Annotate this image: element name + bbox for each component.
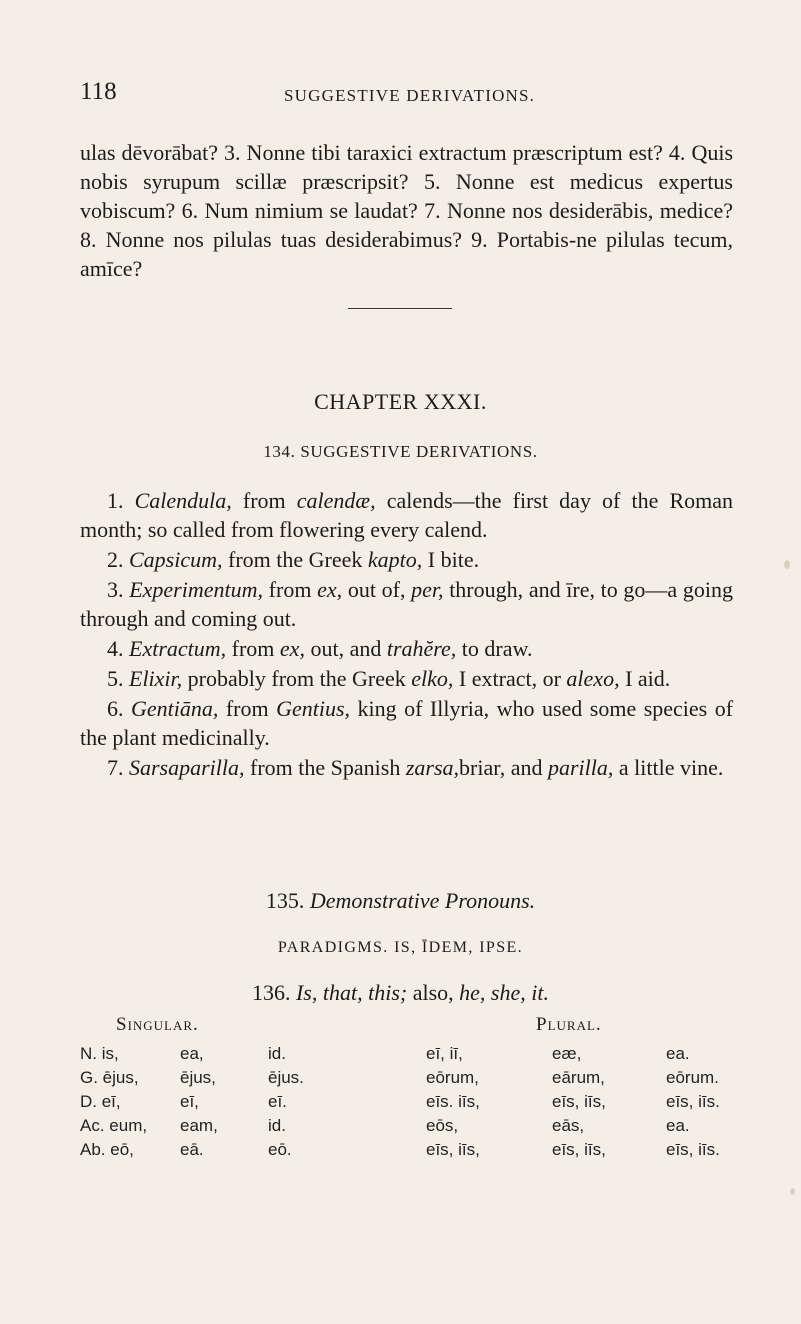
table-row: Ab. eō, eā. eō. eīs, iīs, eīs, iīs, eīs, iīs. [80,1140,720,1159]
page-number: 118 [80,78,117,105]
derivation-item: 5. Elixir, probably from the Greek elko, I extract, or alexo, I aid. [107,666,671,691]
derivation-item: 7. Sarsaparilla, from the Spanish zarsa,briar, and parilla, a little vine. [107,755,724,780]
paradigms-heading: PARADIGMS. IS, ĪDEM, IPSE. [277,939,524,956]
derivation-item: 1. Calendula, from calendæ, calends—the first day of the Roman month; so called from flowering every calend. [80,488,734,542]
derivation-term: Extractum, [129,636,227,661]
section-divider [348,308,452,309]
derivation-item: 6. Gentiāna, from Gentius, king of Illyria, who used some species of the plant medicinally. [80,696,734,750]
paper-stain [784,560,790,569]
paper-stain [790,1188,795,1195]
chapter-title: CHAPTER XXXI. [314,389,487,414]
derivation-term: Capsicum, [129,547,223,572]
plural-label: Plural. [536,1014,602,1035]
table-row: D. eī, eī, eī. eīs. iīs, eīs, iīs, eīs, iīs. [80,1092,720,1111]
derivation-term: Calendula, [134,488,232,513]
table-row: N. is, ea, id. eī, iī, eæ, ea. [80,1044,690,1063]
table-row: G. ējus, ējus, ējus. eōrum, eārum, eōrum. [80,1068,719,1087]
section-134-title: 134. SUGGESTIVE DERIVATIONS. [263,442,538,461]
intro-paragraph [80,138,733,283]
derivation-term: Experimentum, [129,577,263,602]
derivations-list [80,485,733,782]
derivation-item: 3. Experimentum, from ex, out of, per, through, and īre, to go—a going through and coming out. [80,577,733,631]
derivation-term: Sarsaparilla, [129,755,245,780]
running-head: SUGGESTIVE DERIVATIONS. [284,86,536,105]
intro-text: ulas dēvorābat? 3. Nonne tibi taraxici extractum præscriptum est? 4. Quis nobis syrupum scillæ præscripsit? 5. Nonne est medicus expertus vobiscum? 6. Num nimium se laudat? 7. Nonne nos desiderābis, medice? 8. Nonne nos pilulas tuas desiderabimus? 9. Portabis-ne pilulas tecum, amīce? [80,140,733,281]
page-header [80,78,730,112]
section-135-heading: 135. Demonstrative Pronouns. [265,888,536,913]
derivation-item: 2. Capsicum, from the Greek kapto, I bite. [107,547,480,572]
table-row: Ac. eum, eam, id. eōs, eās, ea. [80,1116,690,1135]
derivation-term: Gentiāna, [130,696,219,721]
derivation-item: 4. Extractum, from ex, out, and trahĕre, to draw. [107,636,533,661]
singular-label: Singular. [116,1014,199,1035]
section-136-heading: 136. Is, that, this; also, he, she, it. [251,980,549,1005]
derivation-term: Elixir, [129,666,183,691]
